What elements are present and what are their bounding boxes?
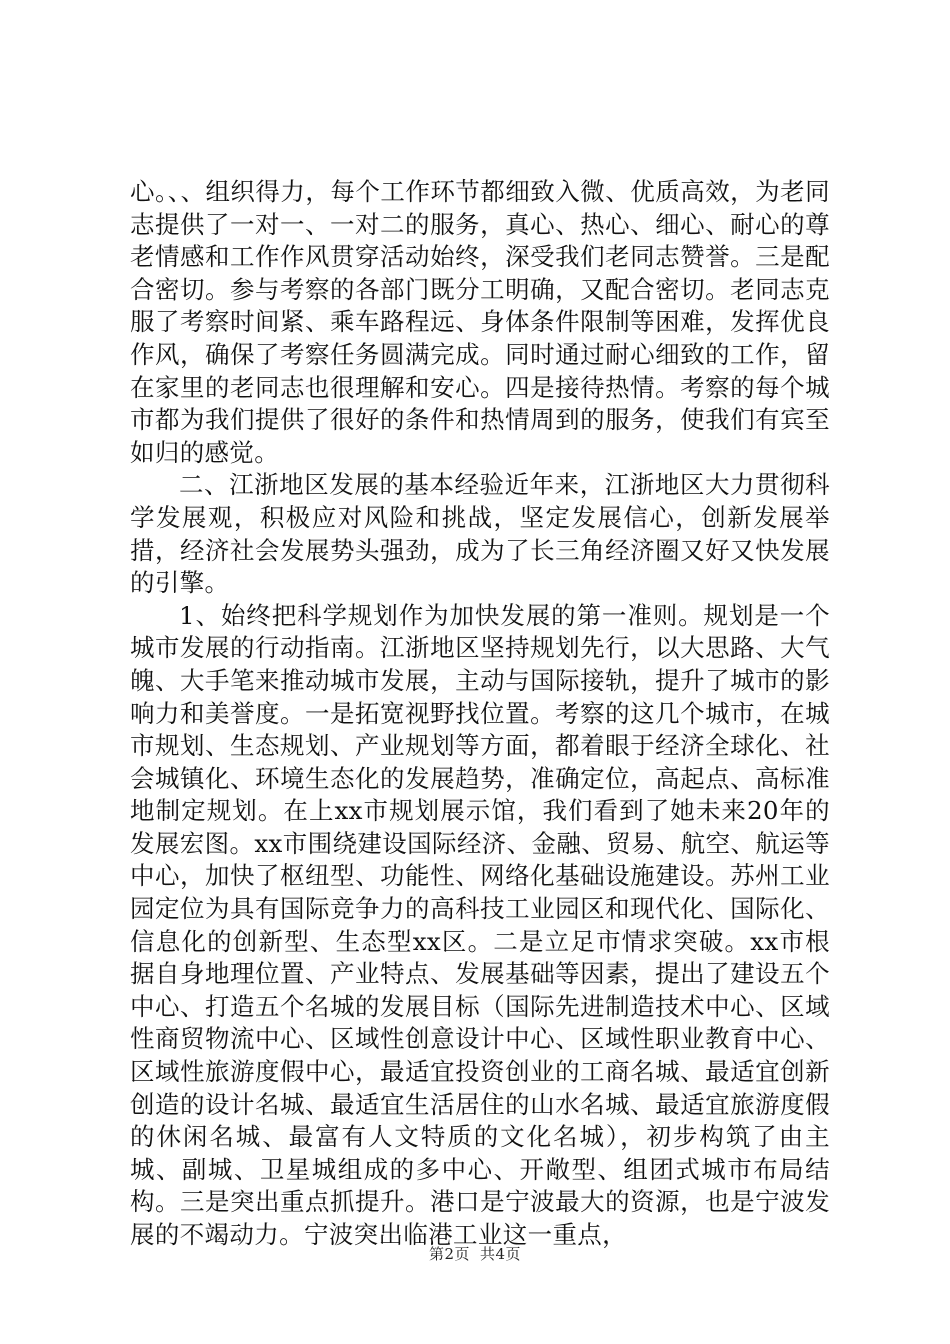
- page-number-current: 第2页: [428, 1245, 470, 1263]
- paragraph-3: 1、始终把科学规划作为加快发展的第一准则。规划是一个城市发展的行动指南。江浙地区坚持规划先行，以大思路、大气魄、大手笔来推动城市发展，主动与国际接轨，提升了城市的影响力和美誉度。一是拓宽视野找位置。考察的这几个城市，在城市规划、生态规划、产业规划等方面，都着眼于经济全球化、社会城镇化、环境生态化的发展趋势，准确定位，高起点、高标准地制定规划。在上xx市规划展示馆，我们看到了她未来20年的发展宏图。xx市围绕建设国际经济、金融、贸易、航空、航运等中心，加快了枢纽型、功能性、网络化基础设施建设。苏州工业园定位为具有国际竞争力的高科技工业园区和现代化、国际化、信息化的创新型、生态型xx区。二是立足市情求突破。xx市根据自身地理位置、产业特点、发展基础等因素，提出了建设五个中心、打造五个名城的发展目标（国际先进制造技术中心、区域性商贸物流中心、区域性创意设计中心、区域性职业教育中心、区域性旅游度假中心，最适宜投资创业的工商名城、最适宜创新创造的设计名城、最适宜生活居住的山水名城、最适宜旅游度假的休闲名城、最富有人文特质的文化名城），初步构筑了由主城、副城、卫星城组成的多中心、开敞型、组团式城市布局结构。三是突出重点抓提升。港口是宁波最大的资源，也是宁波发展的不竭动力。宁波突出临港工业这一重点，: [130, 600, 830, 1249]
- document-body: [130, 176, 830, 1252]
- page-number-total: 共4页: [480, 1245, 522, 1263]
- paragraph-2: 二、江浙地区发展的基本经验近年来，江浙地区大力贯彻科学发展观，积极应对风险和挑战，坚定发展信心，创新发展举措，经济社会发展势头强劲，成为了长三角经济圈又好又快发展的引擎。: [130, 470, 830, 598]
- paragraph-1: 心。、、组织得力，每个工作环节都细致入微、优质高效，为老同志提供了一对一、一对二的服务，真心、热心、细心、耐心的尊老情感和工作作风贯穿活动始终，深受我们老同志赞誉。三是配合密切。参与考察的各部门既分工明确，又配合密切。老同志克服了考察时间紧、乘车路程远、身体条件限制等困难，发挥优良作风，确保了考察任务圆满完成。同时通过耐心细致的工作，留在家里的老同志也很理解和安心。四是接待热情。考察的每个城市都为我们提供了很好的条件和热情周到的服务，使我们有宾至如归的感觉。: [130, 177, 830, 467]
- page-footer: [0, 1243, 950, 1264]
